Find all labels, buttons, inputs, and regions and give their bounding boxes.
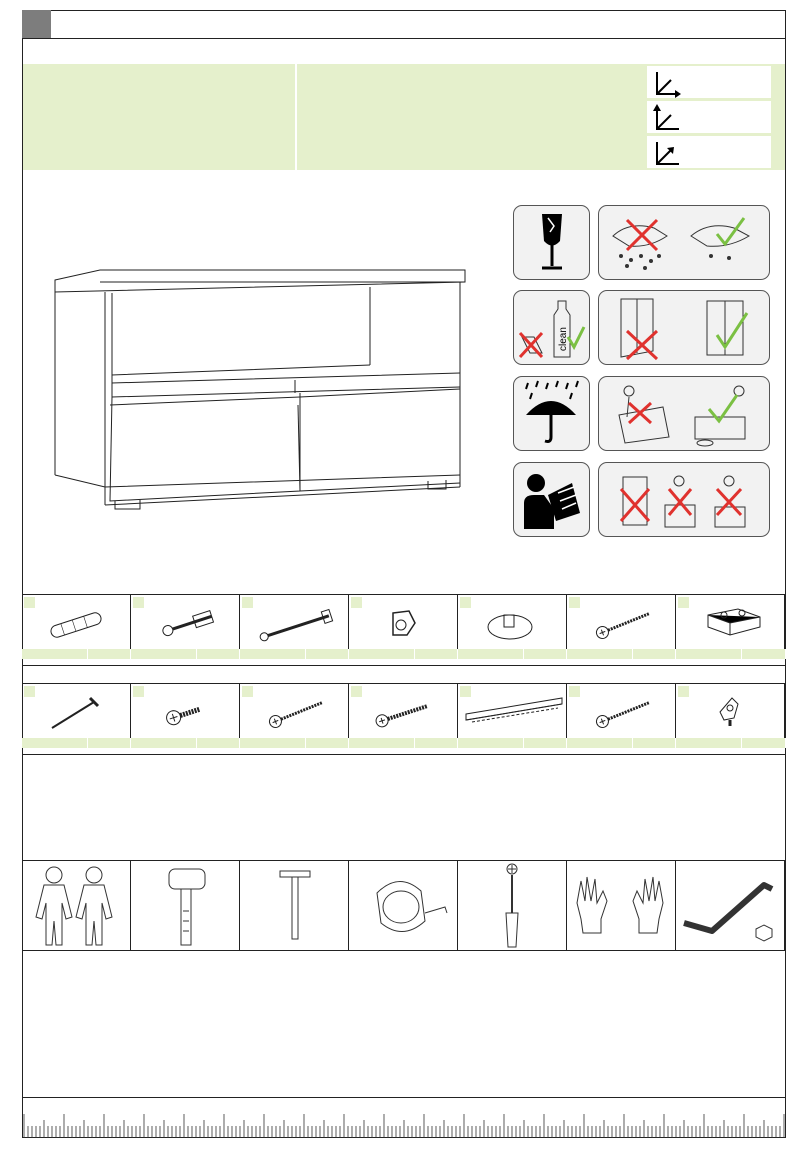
hw-code-field	[131, 649, 197, 659]
hardware-row-1	[22, 595, 786, 665]
no-wet-cleaning-icon	[598, 205, 770, 280]
hw-code-field	[676, 738, 742, 748]
no-upright-lying-icon	[598, 462, 770, 537]
hw-code-field	[567, 649, 633, 659]
wall-plug-screw-icon	[349, 684, 458, 738]
clean-label: clean	[558, 327, 569, 351]
gloves-icon	[567, 861, 676, 950]
wood-screw-icon	[567, 595, 676, 649]
nail-icon	[22, 684, 131, 738]
hw-qty-field	[197, 649, 240, 659]
fragile-glass-icon	[513, 205, 590, 280]
furniture-glide-icon	[458, 595, 567, 649]
hw-qty-field	[306, 738, 349, 748]
page-corner-marker	[22, 10, 51, 38]
axis-xy-right-icon	[646, 65, 772, 99]
tools-bottom-rule	[22, 950, 786, 951]
rubber-mallet-icon	[131, 861, 240, 950]
two-persons-icon	[22, 861, 131, 950]
assemble-on-soft-surface-icon	[598, 376, 770, 451]
hw-code-field	[458, 649, 524, 659]
hw-code-field	[131, 738, 197, 748]
hw-qty-field	[197, 738, 240, 748]
header-rule	[22, 38, 786, 39]
plastic-block-icon	[676, 595, 785, 649]
cam-bolt-icon	[131, 595, 240, 649]
cam-lock-icon	[349, 595, 458, 649]
hardware-row-1-bottom-rule	[22, 665, 786, 666]
hw-qty-field	[88, 738, 131, 748]
hw-qty-field	[742, 738, 786, 748]
tape-measure-icon	[349, 861, 458, 950]
hw-code-field	[22, 649, 88, 659]
hw-code-field	[458, 738, 524, 748]
hw-code-field	[567, 738, 633, 748]
hw-qty-field	[524, 738, 567, 748]
ruler	[22, 1113, 786, 1138]
axis-xy-up-icon	[646, 100, 772, 134]
info-band-divider	[295, 64, 297, 170]
axis-column	[646, 64, 772, 170]
hw-code-field	[349, 738, 415, 748]
long-connector-bolt-icon	[240, 595, 349, 649]
short-screw-icon	[131, 684, 240, 738]
tools-row	[22, 861, 786, 950]
hardware-row-2	[22, 684, 786, 754]
hw-qty-field	[633, 649, 676, 659]
hw-qty-field	[742, 649, 786, 659]
hw-code-field	[676, 649, 742, 659]
hw-qty-field	[415, 738, 458, 748]
wood-screw-icon	[567, 684, 676, 738]
drawer-runner-icon	[458, 684, 567, 738]
hammer-icon	[240, 861, 349, 950]
wood-screw-icon	[240, 684, 349, 738]
hw-qty-field	[306, 649, 349, 659]
hw-code-field	[22, 738, 88, 748]
hw-code-field	[240, 738, 306, 748]
tv-cabinet-drawing	[50, 265, 470, 515]
hw-code-field	[240, 649, 306, 659]
hw-qty-field	[415, 649, 458, 659]
hardware-row-2-bottom-rule	[22, 754, 786, 755]
phillips-screwdriver-icon	[458, 861, 567, 950]
hw-qty-field	[524, 649, 567, 659]
axis-xy-diagonal-icon	[646, 135, 772, 169]
keep-dry-umbrella-icon	[513, 376, 590, 451]
shelf-support-icon	[676, 684, 785, 738]
hex-key-icon	[676, 861, 785, 950]
no-chemicals-clean-only-icon	[513, 290, 590, 365]
hw-code-field	[349, 649, 415, 659]
hw-qty-field	[88, 649, 131, 659]
page-frame	[22, 10, 786, 1138]
upright-storage-icon	[598, 290, 770, 365]
read-instructions-icon	[513, 462, 590, 537]
ruler-top-rule	[22, 1097, 786, 1098]
hw-qty-field	[633, 738, 676, 748]
wooden-dowel-icon	[22, 595, 131, 649]
